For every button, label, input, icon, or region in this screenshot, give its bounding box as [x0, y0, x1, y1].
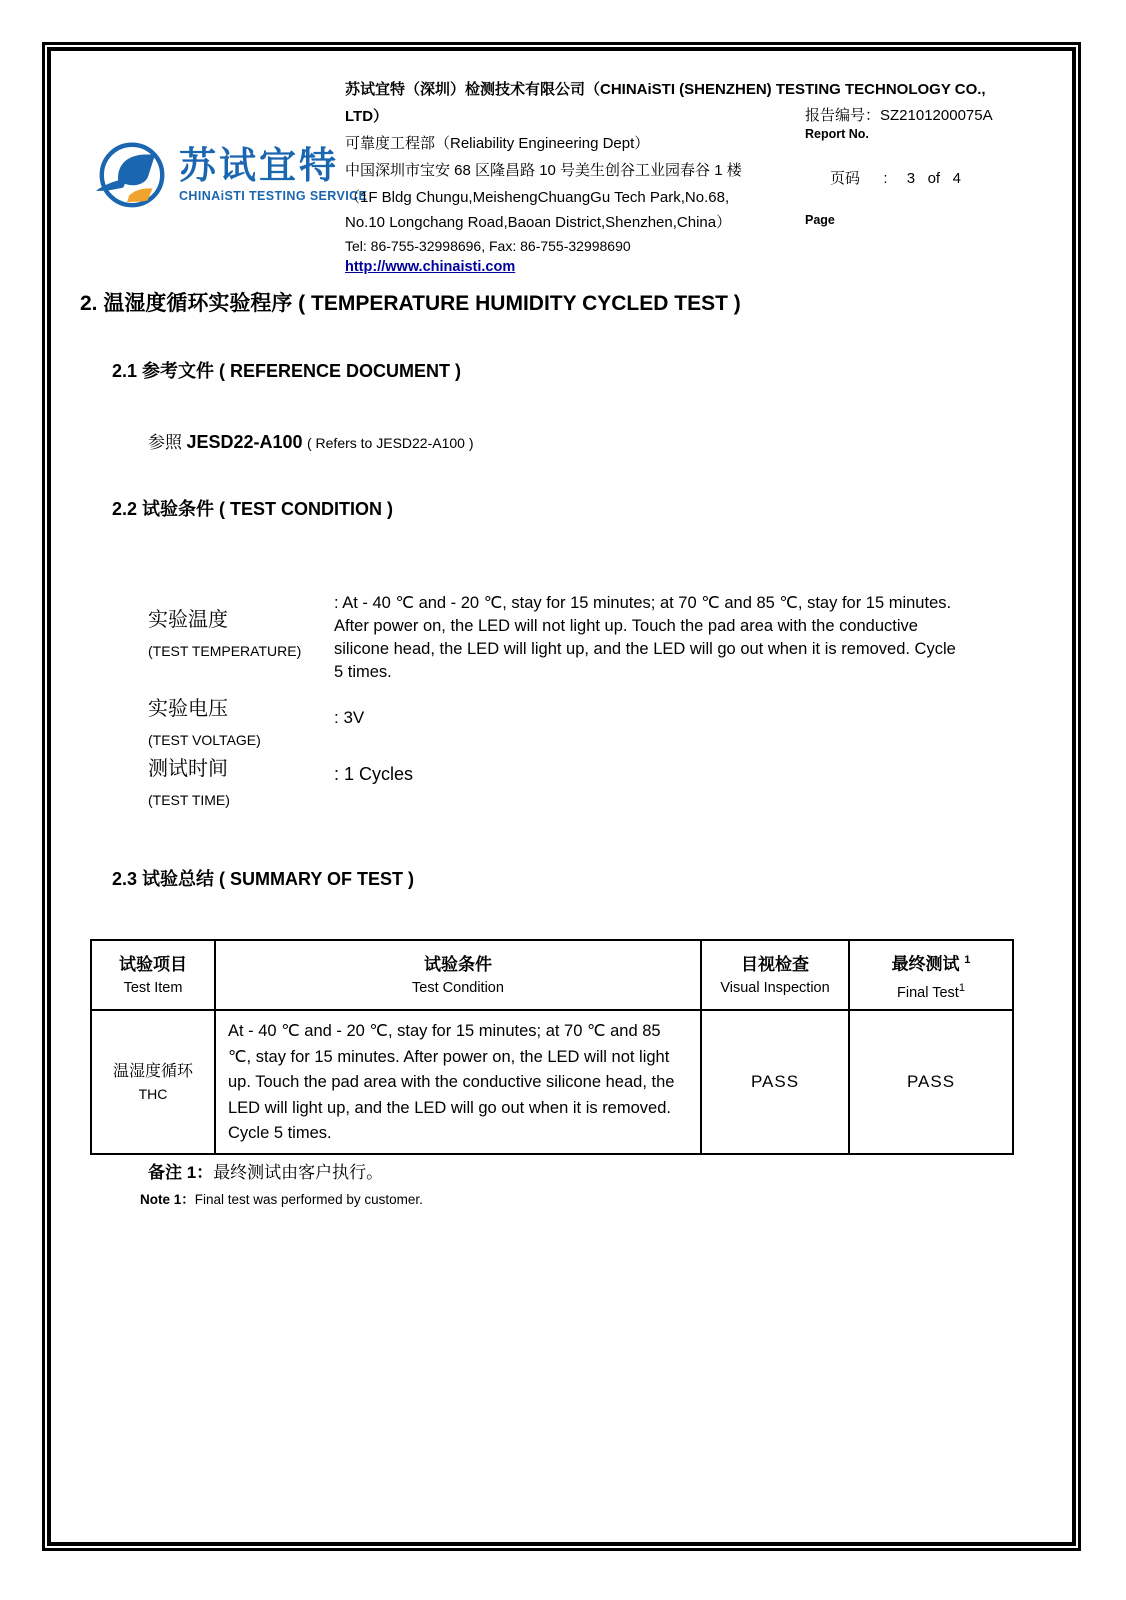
- header-test-condition: [215, 940, 701, 1010]
- website-link[interactable]: http://www.chinaisti.com: [345, 259, 516, 275]
- reference-standard: JESD22-A100: [186, 432, 303, 452]
- logo-text: [179, 146, 367, 203]
- header-test-condition-cn: 试验条件: [424, 955, 492, 974]
- header-visual-inspection-cn: 目视检查: [741, 955, 809, 974]
- page-label-en: Page: [805, 213, 835, 227]
- final-test-superscript-en: 1: [958, 981, 965, 994]
- test-voltage-label-en: (TEST VOLTAGE): [148, 732, 261, 748]
- section-2-3-title: 2.3 试验总结 ( SUMMARY OF TEST ): [112, 869, 415, 889]
- page-label-cn: 页码: [830, 170, 861, 187]
- final-test-superscript-cn: 1: [964, 954, 971, 967]
- header-test-item-en: Test Item: [123, 980, 183, 996]
- cell-test-condition: At - 40 ℃ and - 20 ℃, stay for 15 minutes; at 70 ℃ and 85 ℃, stay for 15 minutes. After power on, the LED will not light up. Touch the pad area with the conductive silicone head, the LED will light up, and the LED will go out when it is removed. Cycle 5 times.: [215, 1010, 701, 1154]
- page-colon: :: [883, 170, 888, 187]
- company-name-line2: LTD）: [345, 108, 389, 125]
- address-en-line2: No.10 Longchang Road,Baoan District,Shenzhen,China）: [345, 214, 732, 231]
- company-name-line1: 苏试宜特（深圳）检测技术有限公司（CHINAiSTI (SHENZHEN) TESTING TECHNOLOGY CO.,: [345, 81, 986, 98]
- section-2-1-title: 2.1 参考文件 ( REFERENCE DOCUMENT ): [112, 361, 462, 381]
- header-final-test-en: Final Test$^1$: [897, 981, 965, 1001]
- table-row-thc: [91, 1010, 1013, 1154]
- header-test-condition-en: Test Condition: [412, 980, 504, 996]
- reference-line: [148, 428, 474, 453]
- header-test-item-cn: 试验项目: [119, 955, 187, 974]
- test-voltage-label-cn: 实验电压: [148, 698, 228, 720]
- summary-table-header-row: [91, 940, 1013, 1010]
- page-number-value: 3 of 4: [906, 170, 961, 187]
- note-1-label-cn: 备注 1：: [148, 1163, 214, 1182]
- section-2-title: 2. 温湿度循环实验程序 ( TEMPERATURE HUMIDITY CYCLED TEST ): [80, 292, 741, 315]
- report-no-label-en: Report No.: [805, 127, 869, 141]
- report-no-row: [805, 106, 1073, 126]
- test-temperature-label-cn: 实验温度: [148, 609, 228, 631]
- note-1-text-en: Final test was performed by customer.: [194, 1192, 423, 1207]
- department-line: 可靠度工程部（Reliability Engineering Dept）: [345, 135, 650, 152]
- test-voltage-value: : 3V: [334, 708, 365, 727]
- header-visual-inspection-en: Visual Inspection: [720, 980, 830, 996]
- report-info: [805, 106, 1073, 229]
- test-item-cn: 温湿度循环: [112, 1062, 193, 1080]
- test-time-label-cn: 测试时间: [148, 758, 228, 780]
- test-time-label-en: (TEST TIME): [148, 792, 230, 808]
- note-1-text-cn: 最终测试由客户执行。: [213, 1163, 384, 1182]
- address-en-line1: （1F Bldg Chungu,MeishengChuangGu Tech Park,No.68,: [345, 189, 730, 206]
- page-number-row: [805, 146, 1073, 212]
- header-final-test-cn: 最终测试 $^1$: [891, 954, 971, 974]
- reference-label-en: ( Refers to JESD22-A100 ): [306, 435, 474, 451]
- brand-name-cn: 苏试宜特: [179, 144, 339, 186]
- cell-test-item: [91, 1010, 215, 1154]
- report-no-label-cn: 报告编号：: [805, 107, 881, 124]
- summary-table: [90, 939, 1014, 1155]
- test-temperature-value: : At - 40 ℃ and - 20 ℃, stay for 15 minutes; at 70 ℃ and 85 ℃, stay for 15 minutes. After power on, the LED will not light up. Touch the pad area with the conductive silicone head, the LED will light up, and the LED will go out when it is removed. Cycle 5 times.: [334, 594, 956, 681]
- address-cn: 中国深圳市宝安 68 区隆昌路 10 号美生创谷工业园春谷 1 楼: [345, 162, 742, 179]
- header-test-item: [91, 940, 215, 1010]
- reference-label-cn: 参照: [148, 433, 182, 452]
- chinaisti-logo: [93, 134, 367, 214]
- cell-visual-inspection-result: PASS: [701, 1010, 849, 1154]
- brand-name-en: CHINAiSTI TESTING SERVICE: [179, 188, 368, 203]
- header-final-test: [849, 940, 1013, 1010]
- chinaisti-logo-icon: [93, 134, 171, 214]
- report-no-value: SZ2101200075A: [880, 107, 993, 124]
- note-1-label-en: Note 1：: [140, 1192, 195, 1207]
- cell-final-test-result: PASS: [849, 1010, 1013, 1154]
- header-visual-inspection: [701, 940, 849, 1010]
- test-time-value: : 1 Cycles: [334, 764, 414, 784]
- section-2-2-title: 2.2 试验条件 ( TEST CONDITION ): [112, 499, 394, 519]
- note-1-en: [140, 1188, 423, 1208]
- tel-fax-line: Tel: 86-755-32998696, Fax: 86-755-32998690: [345, 238, 631, 254]
- test-temperature-label-en: (TEST TEMPERATURE): [148, 643, 302, 659]
- test-item-en: THC: [138, 1085, 168, 1102]
- note-1-cn: [148, 1158, 383, 1183]
